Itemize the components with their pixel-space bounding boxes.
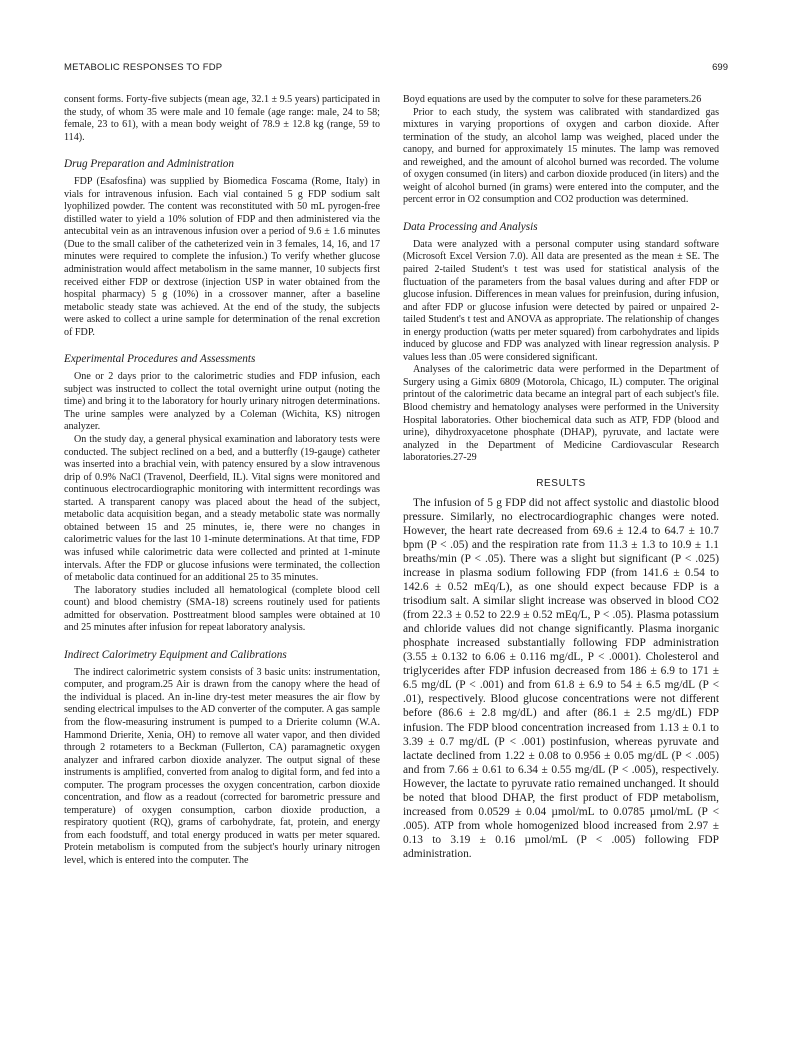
right-column bbox=[403, 94, 719, 861]
running-title: METABOLIC RESPONSES TO FDP bbox=[64, 62, 223, 73]
paragraph-study-day: On the study day, a general physical examination and laboratory tests were conducted. The subject reclined on a bed, and a butterfly (19-gauge) catheter was inserted into a brachial vein, with patency ensured by a slow intravenous drip of 0.9% NaCl (Travenol, Deerfield, IL). Vital signs were monitored and continuous electrocardiographic monitoring with intermittent recordings was started. A transparent canopy was placed about the head of the subject, metabolic data acquisition began, and a steady metabolic state was normally obtained between 15 and 25 minutes, ie, there were no changes in calorimetric values for the last 10 1-minute determinations. At that time, FDP was infused while calorimetric data were collected and printed at 1-minute intervals. After the FDP or glucose infusions were terminated, the collection of metabolic data continued for an additional 25 to 35 minutes. bbox=[64, 434, 380, 584]
paragraph-boyd-equations: Boyd equations are used by the computer to solve for these parameters.26 bbox=[403, 94, 702, 105]
paragraph-calorimetric-analyses: Analyses of the calorimetric data were performed in the Department of Surgery using a Gimix 6809 (Motorola, Chicago, IL) computer. The original printout of the calorimetric data became an integral part of each subject's file. Blood chemistry and hematology analyses were performed in the University Hospital laboratories. Other biochemical data such as ATP, FDP (blood and urine), dihydroxyacetone phosphate (DHAP), pyruvate, and lactate were analyzed in the Department of Medicine Cardiovascular Research laboratories.27-29 bbox=[403, 364, 719, 464]
paragraph-calibration: Prior to each study, the system was calibrated with standardized gas mixtures in varying proportions of oxygen and carbon dioxide. After termination of the study, an alcohol lamp was weighed, placed under the canopy, and burned for approximately 15 minutes. The lamp was removed and reweighed, and the amount of alcohol burned was recorded. The volume of oxygen consumed (in liters) and carbon dioxide produced (in liters) and the weight of alcohol burned (in grams) were entered into the computer, and the percent error in O2 consumption and CO2 production was determined. bbox=[403, 106, 719, 206]
paragraph-calorimetric-system: The indirect calorimetric system consists of 3 basic units: instrumentation, computer, and program.25 Air is drawn from the canopy where the head of the individual is placed. An in-line dry-test meter measures the air flow by sending electrical impulses to the AD converter of the computer. A gas sample from the flow-measuring instrument is pumped to a Drierite column (W.A. Hammond Drierite, Xenia, OH) to remove all water vapor, and then divided through 2 rotameters to a Beckman (Fullerton, CA) paramagnetic oxygen analyzer and infrared carbon dioxide analyzer. The output signal of these instruments is amplified, converted from analog to digital form, and fed into a computer. The program processes the oxygen concentration, carbon dioxide concentration, and flow as a readout (corrected for barometric pressure and temperature) of oxygen consumption, carbon dioxide production, a respiratory quotient (RQ), grams of carbohydrate, fat, protein, and energy from each foodstuff, and total energy produced in watts per meter squared. Protein metabolism is computed from the subject's hourly urinary nitrogen level, which is entered into the computer. The bbox=[64, 666, 380, 866]
heading-results: RESULTS bbox=[536, 477, 586, 489]
paragraph-laboratory-studies: The laboratory studies included all hematological (complete blood cell count) and blood chemistry (SMA-18) screens routinely used for patients admitted for observation. Posttreatment blood samples were obtained at 10 and 25 minutes after infusion for repeat laboratory analysis. bbox=[64, 584, 380, 634]
running-head bbox=[64, 62, 728, 76]
heading-indirect-calorimetry: Indirect Calorimetry Equipment and Calibrations bbox=[64, 648, 287, 661]
left-column bbox=[64, 94, 380, 868]
page-number: 699 bbox=[712, 62, 728, 73]
paragraph-results: The infusion of 5 g FDP did not affect systolic and diastolic blood pressure. Similarly, no electrocardiographic changes were noted. However, the heart rate decreased from 69.6 ± 12.4 to 64.7 ± 10.7 bpm (P < .05) and the respiration rate from 11.3 ± 1.3 to 10.9 ± 1.1 breaths/min (P < .05). There was a slight but significant (P < .025) increase in plasma sodium following FDP (from 141.6 ± 0.54 to 142.6 ± 0.52 mEq/L), as one should expect because FDP is a trisodium salt. A similar slight increase was observed in blood CO2 (from 22.3 ± 0.52 to 22.9 ± 0.52 mEq/L, P < .05). Plasma potassium and chloride values did not change significantly. Plasma inorganic phosphate increased substantially following FDP administration (3.55 ± 0.132 to 6.06 ± 0.116 mg/dL, P < .0001). Cholesterol and triglycerides after FDP infusion decreased from 186 ± 6.9 to 171 ± 6.5 mg/dL (P < .001) and from 61.8 ± 6.9 to 54 ± 6.5 mg/dL (P < .01), respectively. Blood glucose concentrations were not different before (86.6 ± 2.8 mg/dL) and after (86.1 ± 2.5 mg/dL) FDP infusion. The FDP blood concentration increased from 1.13 ± 0.1 to 3.39 ± 0.7 mg/dL (P < .001) postinfusion, whereas pyruvate and lactate declined from 1.22 ± 0.08 to 0.956 ± 0.05 mg/dL (P < .005) and from 7.66 ± 0.61 to 6.34 ± 0.55 mg/dL (P < .005), respectively. However, the lactate to pyruvate ratio remained unchanged. It should be noted that blood DHAP, the first product of FDP metabolism, increased from 0.0529 ± 0.04 µmol/mL to 0.0785 µmol/mL (P < .005). ATP from whole homogenized blood increased from 2.97 ± 0.13 to 3.19 ± 0.16 µmol/mL (P < .005) following FDP administration. bbox=[403, 496, 719, 860]
heading-experimental-procedures: Experimental Procedures and Assessments bbox=[64, 353, 256, 366]
paragraph-data-analysis: Data were analyzed with a personal computer using standard software (Microsoft Excel Version 7.0). All data are presented as the mean ± SE. The paired 2-tailed Student's t test was used for statistical analysis of the fluctuation of the parameters from the basal values during and after FDP or glucose infusion. Differences in mean values for preinfusion, during infusion, and after FDP or glucose infusion were detected by paired or unpaired 2-tailed Student's t test and ANOVA as appropriate. The relationship of changes in energy production (watts per meter squared) from carbohydrates and lipids induced by glucose and FDP was analyzed with linear regression analysis. P values less than .05 were considered significant. bbox=[403, 238, 719, 363]
paragraph-drug-preparation: FDP (Esafosfina) was supplied by Biomedica Foscama (Rome, Italy) in vials for intravenous infusion. Each vial contained 5 g FDP sodium salt lyophilized powder. The content was reconstituted with 50 mL pyrogen-free distilled water to yield a 10% solution of FDP and then administered via the antecubital vein as an intravenous infusion over a period of 9.6 ± 1.6 minutes (Due to the small caliber of the catheterized vein in 3 females, 14, 16, and 17 minutes were required to complete the infusion.) To verify whether glucose administration would affect metabolism in the same manner, 10 subjects first received either FDP or dextrose (injection USP in water obtained from the hospital pharmacy) 5 g (10%) in a crossover manner, after a baseline metabolic steady state was achieved. At the end of the study, the subjects were asked to collect a urine sample for determination of the renal excretion of FDP. bbox=[64, 176, 380, 338]
paragraph-subjects-continued: consent forms. Forty-five subjects (mean age, 32.1 ± 9.5 years) participated in the study, of whom 35 were male and 10 female (age range: male, 24 to 58; female, 23 to 61), with a mean body weight of 78.9 ± 12.8 kg (range, 59 to 114). bbox=[64, 94, 380, 143]
heading-drug-preparation: Drug Preparation and Administration bbox=[64, 158, 234, 171]
heading-data-processing: Data Processing and Analysis bbox=[403, 220, 538, 233]
paragraph-urine-collection: One or 2 days prior to the calorimetric studies and FDP infusion, each subject was instructed to collect the total overnight urine output (noting the time) and bring it to the laboratory for hourly urinary nitrogen determinations. The urine samples were analyzed by a Coleman (Wichita, KS) nitrogen analyzer. bbox=[64, 371, 380, 433]
